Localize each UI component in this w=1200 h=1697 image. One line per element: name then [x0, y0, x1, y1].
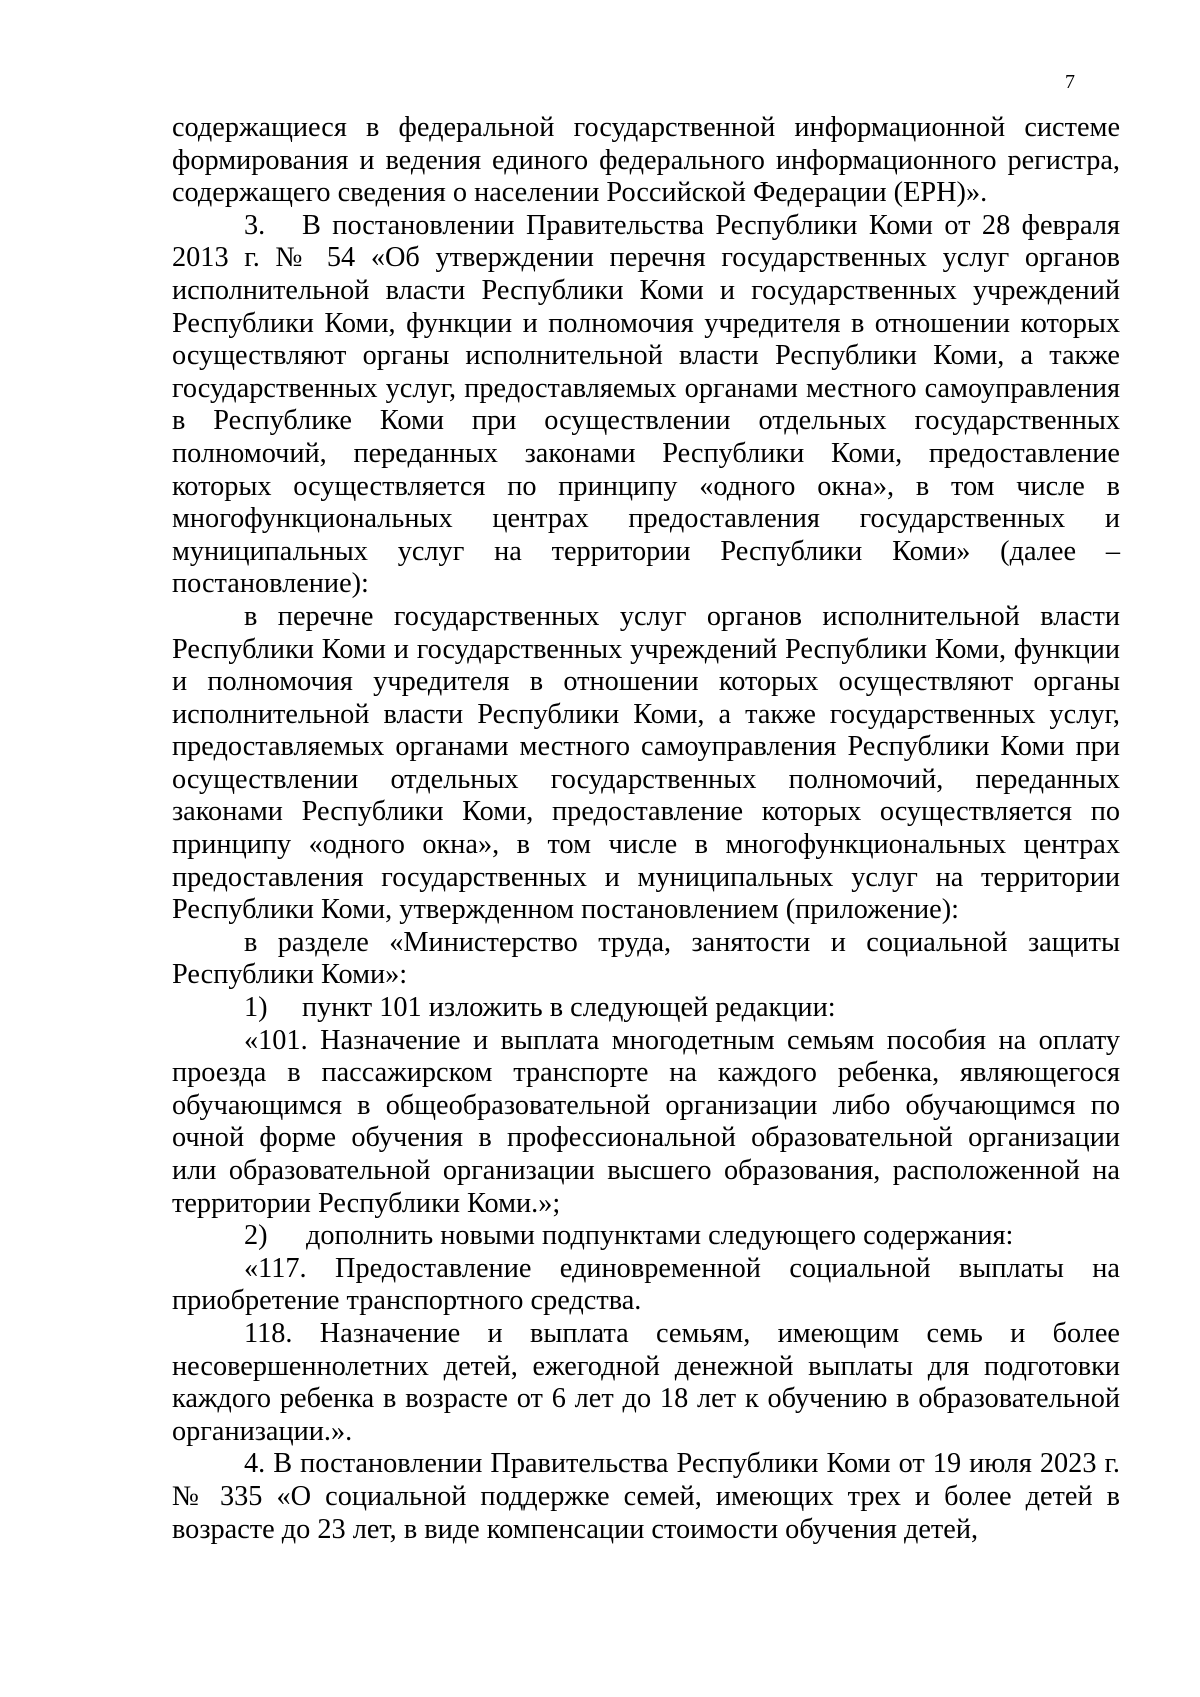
subitem-text: дополнить новыми подпунктами следующего содержания:: [306, 1220, 1014, 1252]
document-body: [172, 112, 1120, 1546]
paragraph-list-intro: в перечне государственных услуг органов исполнительной власти Республики Коми и государственных учреждений Республики Коми, функции и полномочия учредителя в отношении которых осуществляют органы исполнительной власти Республики Коми, а также государственных услуг, предоставляемых органами местного самоуправления Республики Коми при осуществлении отдельных государственных полномочий, переданных законами Республики Коми, предоставление которых осуществляется по принципу «одного окна», в том числе в многофункциональных центрах предоставления государственных и муниципальных услуг на территории Республики Коми, утвержденном постановлением (приложение):: [172, 600, 1120, 926]
subitem-number: 2): [244, 1220, 268, 1252]
paragraph-section: в разделе «Министерство труда, занятости и социальной защиты Республики Коми»:: [172, 926, 1120, 991]
subitem-text: пункт 101 изложить в следующей редакции:: [302, 992, 836, 1024]
subitem-1: [172, 992, 1120, 1025]
paragraph-point-101: «101. Назначение и выплата многодетным семьям пособия на оплату проезда в пассажирском транспорте на каждого ребенка, являющегося обучающимся в общеобразовательной организации либо обучающимся по очной форме обучения в профессиональной образовательной организации или образовательной организации высшего образования, расположенной на территории Республики Коми.»;: [172, 1024, 1120, 1219]
paragraph-point-118: 118. Назначение и выплата семьям, имеющим семь и более несовершеннолетних детей, ежегодной денежной выплаты для подготовки каждого ребенка в возрасте от 6 лет до 18 лет к обучению в образовательной организации.».: [172, 1317, 1120, 1447]
item-text: В постановлении Правительства Республики Коми от 28 февраля 2013 г. № 54 «Об утверждении перечня государственных услуг органов исполнительной власти Республики Коми и государственных учреждений Республики Коми, функции и полномочия учредителя в отношении которых осуществляют органы исполнительной власти Республики Коми, а также государственных услуг, предоставляемых органами местного самоуправления в Республике Коми при осуществлении отдельных государственных полномочий, переданных законами Республики Коми, предоставление которых осуществляется по принципу «одного окна», в том числе в многофункциональных центрах предоставления государственных и муниципальных услуг на территории Республики Коми» (далее – постановление):: [172, 209, 1120, 600]
paragraph-item-3: [172, 210, 1120, 601]
subitem-2: [172, 1220, 1120, 1253]
paragraph-item-4: 4. В постановлении Правительства Республики Коми от 19 июля 2023 г. № 335 «О социальной поддержке семей, имеющих трех и более детей в возрасте до 23 лет, в виде компенсации стоимости обучения детей,: [172, 1448, 1120, 1545]
paragraph-point-117: «117. Предоставление единовременной социальной выплаты на приобретение транспортного средства.: [172, 1252, 1120, 1317]
subitem-number: 1): [244, 992, 268, 1024]
paragraph-continuation: содержащиеся в федеральной государственной информационной системе формирования и ведения единого федерального информационного регистра, содержащего сведения о населении Российской Федерации (ЕРН)».: [172, 112, 1120, 209]
page-number: 7: [1065, 71, 1075, 93]
item-number: 3.: [244, 209, 266, 241]
